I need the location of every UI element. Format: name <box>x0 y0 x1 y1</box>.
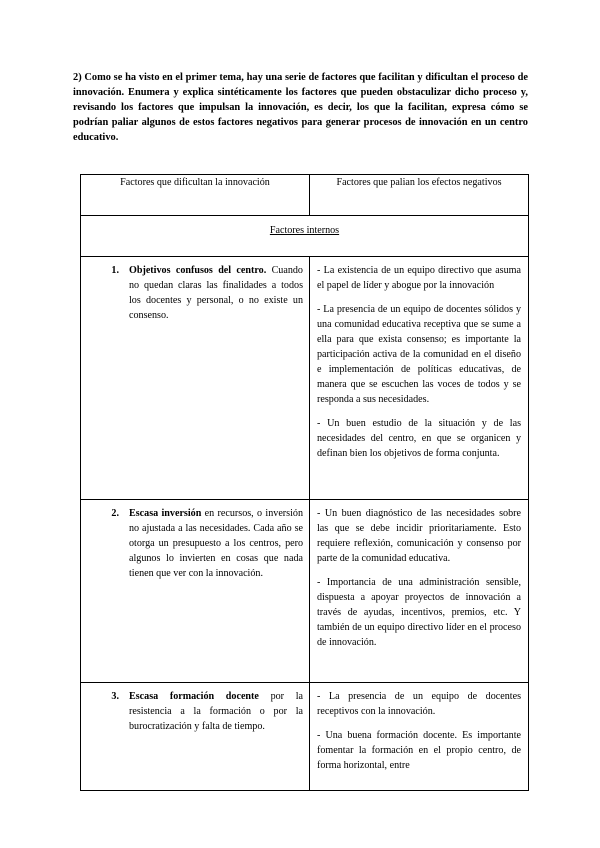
item-number: 1. <box>111 265 119 276</box>
remedy-paragraph: - Una buena formación docente. Es importante fomentar la formación en el propio centro, de forma horizontal, entre <box>317 730 521 771</box>
section-internal-factors: Factores internos <box>81 216 529 257</box>
remedy-paragraph: - Un buen diagnóstico de las necesidades sobre las que se debe incidir prioritariamente. Esto requiere reflexión, comunicación y consenso por parte de la comunidad educativa. <box>317 508 521 564</box>
remedy-cell <box>310 500 529 683</box>
factor-title: Escasa inversión <box>129 508 202 519</box>
question-text: 2) Como se ha visto en el primer tema, hay una serie de factores que facilitan y dificultan el proceso de innovación. Enumera y explica sintéticamente los factores que pueden obstaculizar dicho proceso y, revisando los factores que impulsan la innovación, es decir, los que la facilitan, expresa cómo se podrían paliar algunos de estos factores negativos para generar procesos de innovación en un centro educativo. <box>73 72 528 143</box>
remedy-cell <box>310 257 529 500</box>
factor-description: Cuando no quedan claras las finalidades a todos los docentes y personal, o no existe un consenso. <box>129 265 303 321</box>
table-row <box>81 500 529 683</box>
factor-description: en recursos, o inversión no ajustada a las necesidades. Cada año se otorga un presupuesto a los centros, pero algunos lo invierten en cosas que nada tienen que ver con la innovación. <box>129 508 303 579</box>
factor-description: por la resistencia a la formación o por la burocratización y falta de tiempo. <box>129 691 303 732</box>
obstacle-cell <box>81 500 310 683</box>
obstacle-cell <box>81 683 310 791</box>
remedy-paragraph: - Un buen estudio de la situación y de las necesidades del centro, en que se organicen y definan bien los objetivos de forma conjunta. <box>317 418 521 459</box>
remedy-paragraph: - La presencia de un equipo de docentes receptivos con la innovación. <box>317 691 521 717</box>
remedy-paragraph: - La existencia de un equipo directivo que asuma el papel de líder y abogue por la innovación <box>317 265 521 291</box>
header-remedies: Factores que palian los efectos negativos <box>310 175 529 216</box>
table-row <box>81 257 529 500</box>
obstacle-cell <box>81 257 310 500</box>
remedy-paragraph: - La presencia de un equipo de docentes sólidos y una comunidad educativa receptiva que se sume a ella para que exista consenso; es importante la participación activa de la comunidad en el diseño e implementación de políticas educativas, de manera que se escuchen las voces de todos y se responda a sus necesidades. <box>317 304 521 405</box>
factor-title: Objetivos confusos del centro. <box>129 265 267 276</box>
remedy-cell <box>310 683 529 791</box>
factors-table <box>80 174 529 791</box>
table-row <box>81 683 529 791</box>
item-number: 2. <box>111 508 119 519</box>
header-obstacles: Factores que dificultan la innovación <box>81 175 310 216</box>
factor-title: Escasa formación docente <box>129 691 259 702</box>
remedy-paragraph: - Importancia de una administración sensible, dispuesta a apoyar proyectos de innovación a través de ayudas, incentivos, premios, etc. Y también de un equipo directivo líder en el proceso de innovación. <box>317 577 521 648</box>
item-number: 3. <box>111 691 119 702</box>
